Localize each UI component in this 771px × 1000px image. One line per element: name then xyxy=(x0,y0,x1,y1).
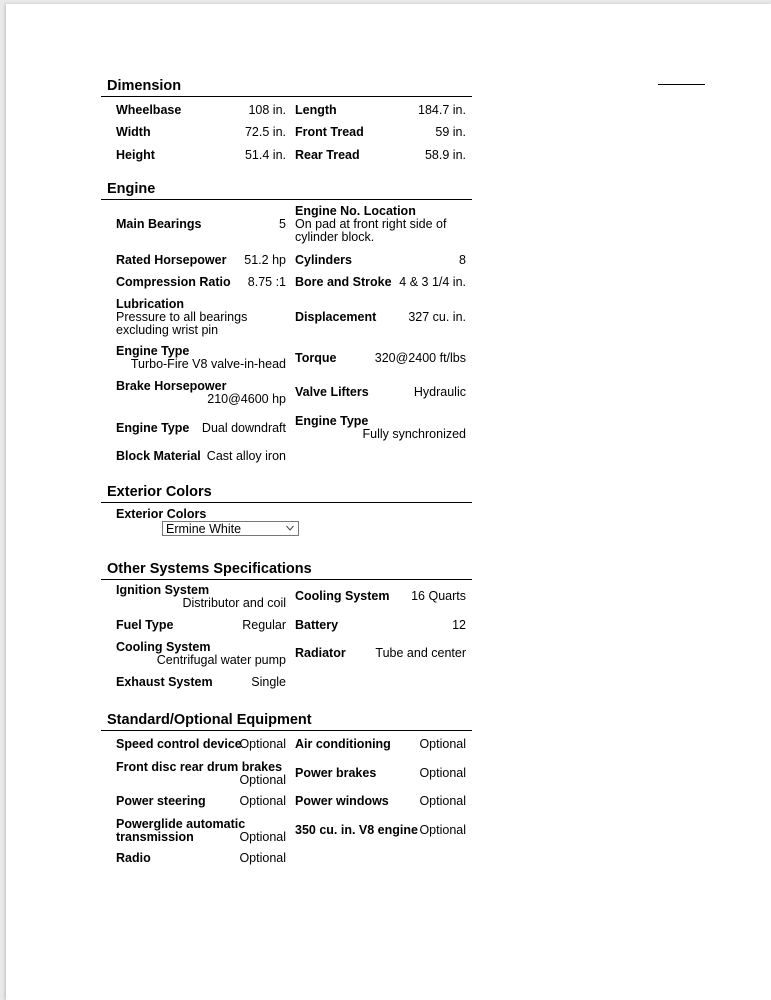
spec-value: 12 xyxy=(452,618,466,632)
spec-exhaust-system xyxy=(116,676,286,689)
spec-lubrication xyxy=(116,298,286,337)
spec-value: 8.75 :1 xyxy=(247,275,286,289)
spec-brake-horsepower xyxy=(116,380,286,406)
spec-value-line: On pad at front right side of xyxy=(295,217,447,231)
select-value: Ermine White xyxy=(166,522,242,536)
equip-value: Optional xyxy=(419,737,466,751)
spec-engine-type-1 xyxy=(116,345,286,371)
spec-label: Compression Ratio xyxy=(116,275,231,289)
spec-value: Tube and center xyxy=(375,646,466,660)
spec-label: Engine Type xyxy=(116,421,190,435)
spec-label: Fuel Type xyxy=(116,618,174,632)
spec-label: Exhaust System xyxy=(116,675,213,689)
spec-front-tread xyxy=(295,126,466,139)
section-title: Standard/Optional Equipment xyxy=(107,712,312,728)
equip-power-steering xyxy=(116,795,286,808)
spec-cylinders xyxy=(295,254,466,267)
spec-value: Hydraulic xyxy=(413,385,466,399)
spec-label: Cylinders xyxy=(295,253,352,267)
section-title: Other Systems Specifications xyxy=(107,561,312,577)
spec-value: Distributor and coil xyxy=(182,596,286,610)
equip-value: Optional xyxy=(239,773,286,787)
spec-rear-tread xyxy=(295,149,466,162)
spec-displacement xyxy=(295,311,466,324)
spec-engine-no-location xyxy=(295,205,466,244)
spec-value: 72.5 in. xyxy=(244,125,286,139)
spec-label: Engine Type xyxy=(295,414,369,428)
section-equipment xyxy=(101,711,472,871)
spec-height xyxy=(116,149,286,162)
spec-label: Bore and Stroke xyxy=(295,275,392,289)
equip-speed-control xyxy=(116,738,286,751)
spec-label: Ignition System xyxy=(116,583,210,597)
spec-label: Engine Type xyxy=(116,344,190,358)
exterior-color-select[interactable] xyxy=(162,521,299,536)
spec-label: Wheelbase xyxy=(116,103,182,117)
spec-value: 108 in. xyxy=(248,103,286,117)
equip-label: Air conditioning xyxy=(295,737,391,751)
spec-value: Centrifugal water pump xyxy=(156,653,286,667)
spec-label: Front Tread xyxy=(295,125,364,139)
equip-label: Power windows xyxy=(295,794,389,808)
spec-engine-type-2 xyxy=(116,422,286,435)
spec-value: Turbo-Fire V8 valve-in-head xyxy=(130,357,286,371)
equip-value: Optional xyxy=(419,823,466,837)
spec-label: Torque xyxy=(295,351,337,365)
spec-width xyxy=(116,126,286,139)
spec-engine-type-3 xyxy=(295,415,466,441)
spec-fuel-type xyxy=(116,619,286,632)
spec-ignition-system xyxy=(116,584,286,610)
corner-rule xyxy=(658,84,705,85)
spec-label: Radiator xyxy=(295,646,346,660)
equip-value: Optional xyxy=(239,737,286,751)
spec-bore-and-stroke xyxy=(295,276,466,289)
spec-value: 210@4600 hp xyxy=(207,392,286,406)
spec-value: 327 cu. in. xyxy=(408,310,466,324)
spec-label: Lubrication xyxy=(116,297,185,311)
spec-value: 58.9 in. xyxy=(424,148,466,162)
spec-radiator xyxy=(295,647,466,660)
spec-value: 5 xyxy=(279,217,286,231)
spec-value: Cast alloy iron xyxy=(206,449,286,463)
equip-disc-brakes xyxy=(116,761,286,787)
section-dimension xyxy=(101,77,472,167)
spec-value: 8 xyxy=(459,253,466,267)
equip-label-line: transmission xyxy=(116,830,194,844)
equip-value: Optional xyxy=(419,766,466,780)
equip-power-windows xyxy=(295,795,466,808)
equip-label: Front disc rear drum brakes xyxy=(116,760,283,774)
section-other-systems xyxy=(101,560,472,695)
equip-value: Optional xyxy=(239,830,286,844)
spec-value-line: excluding wrist pin xyxy=(116,323,219,337)
spec-label: Width xyxy=(116,125,151,139)
spec-block-material xyxy=(116,450,286,463)
equip-powerglide xyxy=(116,818,286,844)
spec-label: Main Bearings xyxy=(116,217,202,231)
spec-label: Rated Horsepower xyxy=(116,253,227,267)
spec-value: 184.7 in. xyxy=(418,103,466,117)
spec-label: Valve Lifters xyxy=(295,385,369,399)
equip-label: Power brakes xyxy=(295,766,377,780)
spec-valve-lifters xyxy=(295,386,466,399)
spec-battery xyxy=(295,619,466,632)
spec-label: Battery xyxy=(295,618,339,632)
spec-length xyxy=(295,104,466,117)
spec-label: Cooling System xyxy=(116,640,211,654)
spec-value: 51.4 in. xyxy=(244,148,286,162)
equip-air-conditioning xyxy=(295,738,466,751)
spec-value-line: Pressure to all bearings xyxy=(116,310,248,324)
spec-wheelbase xyxy=(116,104,286,117)
spec-cooling-capacity xyxy=(295,590,466,603)
equip-value: Optional xyxy=(419,794,466,808)
equip-label: Powerglide automatic xyxy=(116,817,246,831)
spec-rated-horsepower xyxy=(116,254,286,267)
spec-value: 51.2 hp xyxy=(244,253,286,267)
spec-main-bearings xyxy=(116,218,286,231)
section-exterior-colors xyxy=(101,483,472,539)
equip-label: Radio xyxy=(116,851,151,865)
spec-torque xyxy=(295,352,466,365)
section-title: Dimension xyxy=(107,78,182,94)
equip-label: 350 cu. in. V8 engine xyxy=(295,823,418,837)
spec-value: 320@2400 ft/lbs xyxy=(374,351,466,365)
spec-value: Fully synchronized xyxy=(362,427,466,441)
spec-value: 4 & 3 1/4 in. xyxy=(399,275,466,289)
equip-value: Optional xyxy=(239,794,286,808)
spec-label: Block Material xyxy=(116,449,201,463)
section-title: Exterior Colors xyxy=(107,484,212,500)
spec-value: Single xyxy=(251,675,286,689)
spec-label: Height xyxy=(116,148,155,162)
spec-value: 59 in. xyxy=(435,125,466,139)
spec-value: Dual downdraft xyxy=(201,421,286,435)
equip-label: Power steering xyxy=(116,794,206,808)
equip-350-engine xyxy=(295,824,466,837)
exterior-color-field xyxy=(116,508,301,538)
field-label: Exterior Colors xyxy=(116,507,207,521)
spec-label: Engine No. Location xyxy=(295,204,416,218)
spec-value: 16 Quarts xyxy=(411,589,466,603)
spec-label: Displacement xyxy=(295,310,377,324)
spec-label: Cooling System xyxy=(295,589,390,603)
chevron-down-icon xyxy=(286,524,294,532)
equip-power-brakes xyxy=(295,767,466,780)
spec-cooling-type xyxy=(116,641,286,667)
equip-label: Speed control device xyxy=(116,737,242,751)
equip-radio xyxy=(116,852,286,865)
section-engine xyxy=(101,180,472,470)
spec-label: Rear Tread xyxy=(295,148,360,162)
equip-value: Optional xyxy=(239,851,286,865)
spec-value-line: cylinder block. xyxy=(295,230,375,244)
document-page xyxy=(6,4,771,1000)
spec-value: Regular xyxy=(242,618,286,632)
section-title: Engine xyxy=(107,181,156,197)
spec-label: Brake Horsepower xyxy=(116,379,227,393)
spec-label: Length xyxy=(295,103,337,117)
spec-compression-ratio xyxy=(116,276,286,289)
